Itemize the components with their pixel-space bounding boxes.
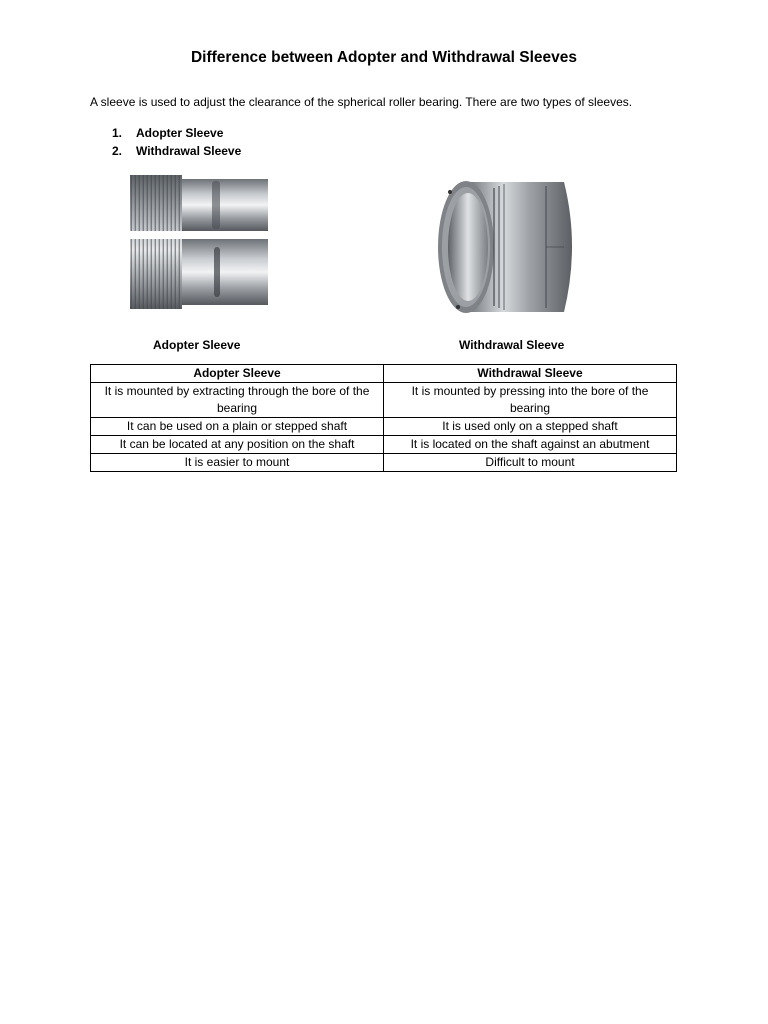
intro-paragraph: A sleeve is used to adjust the clearance of the spherical roller bearing. There are two types of sleeves. [90, 95, 633, 109]
withdrawal-sleeve-caption: Withdrawal Sleeve [459, 338, 565, 352]
list-label: Adopter Sleeve [136, 126, 224, 140]
table-header-row [91, 365, 677, 383]
table-cell: It is easier to mount [91, 454, 384, 472]
document-title: Difference between Adopter and Withdrawal Sleeves [190, 49, 578, 66]
table-row [91, 418, 677, 436]
column-header: Withdrawal Sleeve [384, 365, 677, 383]
table-cell: It is mounted by pressing into the bore of the bearing [384, 383, 677, 418]
table-cell: Difficult to mount [384, 454, 677, 472]
table-row [91, 454, 677, 472]
sleeve-types-list [112, 124, 241, 160]
list-number: 1. [112, 126, 123, 140]
withdrawal-sleeve-image [436, 172, 580, 322]
column-header: Adopter Sleeve [91, 365, 384, 383]
list-item [112, 124, 241, 142]
adopter-sleeve-caption: Adopter Sleeve [153, 338, 241, 352]
table-row [91, 436, 677, 454]
list-number: 2. [112, 144, 123, 158]
table-cell: It is located on the shaft against an abutment [384, 436, 677, 454]
table-row [91, 383, 677, 418]
table-cell: It can be used on a plain or stepped shaft [91, 418, 384, 436]
list-label: Withdrawal Sleeve [136, 144, 242, 158]
adopter-sleeve-image [128, 173, 270, 313]
table-cell: It is used only on a stepped shaft [384, 418, 677, 436]
comparison-table [90, 364, 677, 472]
list-item [112, 142, 241, 160]
table-cell: It can be located at any position on the shaft [91, 436, 384, 454]
table-cell: It is mounted by extracting through the bore of the bearing [91, 383, 384, 418]
